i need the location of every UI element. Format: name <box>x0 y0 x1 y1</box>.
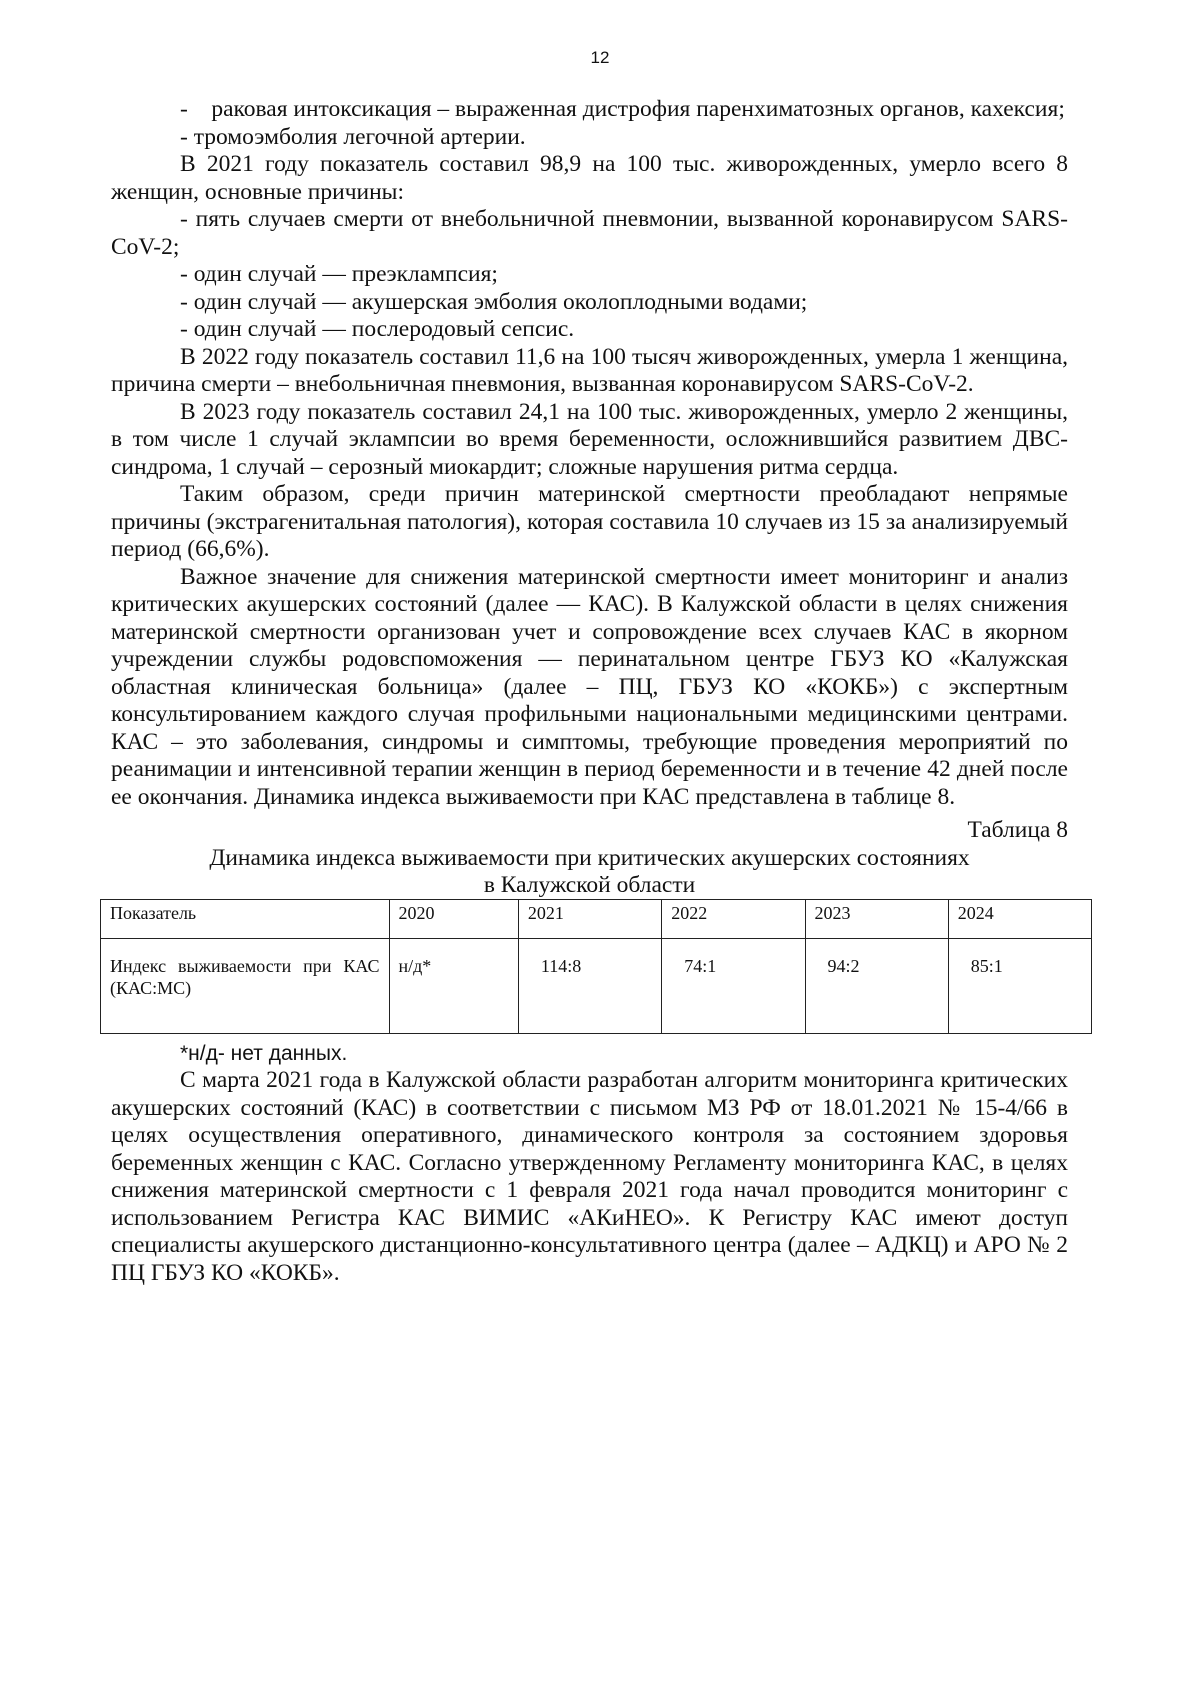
table-title-line2: в Калужской области <box>483 871 696 898</box>
table-label: Таблица 8 <box>967 817 1068 843</box>
survival-index-table <box>100 899 1092 1034</box>
paragraph-kas-monitoring: Важное значение для снижения материнской смертности имеет мониторинг и анализ критических акушерских состояний (далее — КАС). В Калужской области в целях снижения материнской смертности организован учет и сопровождение всех случаев КАС в якорном учреждении службы родовспоможения — перинатальном центре ГБУЗ КО «Калужская областная клиническая больница» (далее – ПЦ, ГБУЗ КО «КОКБ») с экспертным консультированием каждого случая профильными национальными медицинскими центрами. КАС – это заболевания, синдромы и симптомы, требующие проведения мероприятий по реанимации и интенсивной терапии женщин в период беременности и в течение 42 дней после ее окончания. Динамика индекса выживаемости при КАС представлена в таблице 8. <box>111 563 1068 810</box>
table-header-cell: Показатель <box>101 899 390 938</box>
table-header-cell: 2023 <box>805 899 948 938</box>
page-number: 12 <box>590 48 610 67</box>
paragraph-2021-sepsis: - один случай — послеродовый сепсис. <box>180 316 575 342</box>
table-header-row <box>101 899 1092 938</box>
table-title-line1: Динамика индекса выживаемости при критических акушерских состояниях <box>209 844 970 871</box>
paragraph-conclusion: Таким образом, среди причин материнской смертности преобладают непрямые причины (экстрагенитальная патология), которая составила 10 случаев из 15 за анализируемый период (66,6%). <box>111 481 1068 562</box>
paragraph-monitoring-algorithm: С марта 2021 года в Калужской области разработан алгоритм мониторинга критических акушерских состояний (КАС) в соответствии с письмом МЗ РФ от 18.01.2021 № 15-4/66 в целях осуществления оперативного, динамического контроля за состоянием здоровья беременных женщин с КАС. Согласно утвержденному Регламенту мониторинга КАС, в целях снижения материнской смертности с 1 февраля 2021 года начал проводится мониторинг с использованием Регистра КАС ВИМИС «АКиНЕО». К Регистру КАС имеют доступ специалисты акушерского дистанционно-консультативного центра (далее – АДКЦ) и АРО № 2 ПЦ ГБУЗ КО «КОКБ». <box>111 1067 1068 1286</box>
paragraph-2021-summary: В 2021 году показатель составил 98,9 на 100 тыс. живорожденных, умерло всего 8 женщин, основные причины: <box>111 151 1068 205</box>
table-cell: 114:8 <box>518 938 661 1033</box>
table-cell: 85:1 <box>948 938 1091 1033</box>
table-header-cell: 2024 <box>948 899 1091 938</box>
paragraph-2021-embolism: - один случай — акушерская эмболия околоплодными водами; <box>180 288 808 315</box>
table-cell: 74:1 <box>662 938 805 1033</box>
table-row <box>101 938 1092 1033</box>
table-cell: н/д* <box>389 938 518 1033</box>
table-cell-indicator: Индекс выживаемости при КАС (КАС:МС) <box>101 938 390 1033</box>
document-body <box>111 96 1068 1287</box>
table-header-cell: 2020 <box>389 899 518 938</box>
paragraph-cancer-intoxication: - раковая интоксикация – выраженная дистрофия паренхиматозных органов, кахексия; <box>180 96 1065 122</box>
paragraph-2022-summary: В 2022 году показатель составил 11,6 на 100 тысяч живорожденных, умерла 1 женщина, причина смерти – внебольничная пневмония, вызванная коронавирусом SARS-CoV-2. <box>111 343 1068 397</box>
paragraph-2021-pneumonia: - пять случаев смерти от внебольничной пневмонии, вызванной коронавирусом SARS-CoV-2; <box>111 206 1068 260</box>
table-cell: 94:2 <box>805 938 948 1033</box>
paragraph-2021-preeclampsia: - один случай — преэклампсия; <box>180 261 498 287</box>
paragraph-thromboembolism: - тромоэмболия легочной артерии. <box>180 123 526 150</box>
paragraph-2023-summary: В 2023 году показатель составил 24,1 на 100 тыс. живорожденных, умерло 2 женщины, в том числе 1 случай эклампсии во время беременности, осложнившийся развитием ДВС-синдрома, 1 случай – серозный миокардит; сложные нарушения ритма сердца. <box>111 398 1068 480</box>
table-header-cell: 2022 <box>662 899 805 938</box>
table-header-cell: 2021 <box>518 899 661 938</box>
table-footnote: *н/д- нет данных. <box>180 1041 348 1065</box>
